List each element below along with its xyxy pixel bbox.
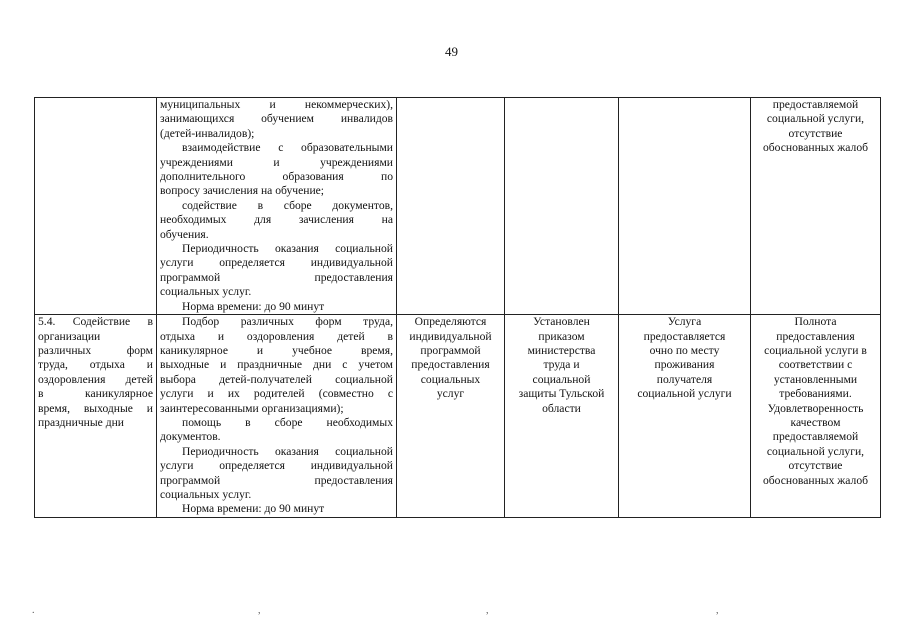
description-line: необходимых для зачисления на [160,213,393,227]
description-line: услуги определяется индивидуальной [160,256,393,270]
description-cell [157,98,397,315]
cost-line: труда и [543,358,580,372]
volume-line: программой [420,343,481,357]
description-line: документов. [160,430,221,444]
conditions-line: предоставляется [643,329,726,343]
description-line: взаимодействие с образовательными [182,141,393,155]
service-line: в каникулярное [38,387,153,401]
cost-cell [505,315,619,518]
volume-line: социальных [420,372,481,386]
description-line: дополнительного образования по [160,170,393,184]
volume-line: услуг [436,387,465,401]
description-line: выходные и праздничные дни с учетом [160,358,393,372]
cost-line: приказом [538,329,585,343]
quality-line: требованиями. [779,387,852,401]
quality-line: социальной услуги в [764,343,867,357]
service-line: 5.4. Содействие в [38,315,153,329]
cost-cell [505,98,619,315]
cost-line: социальной [532,372,591,386]
description-line: отдыха и оздоровления детей в [160,329,393,343]
quality-line: Удовлетворенность [767,401,864,415]
table-row-continued [35,98,881,315]
quality-line: обоснованных жалоб [762,473,869,487]
description-line: вопросу зачисления на обучение; [160,184,325,198]
quality-line: предоставляемой [772,430,859,444]
description-line: Подбор различных форм труда, [182,315,393,329]
conditions-line: получателя [656,372,713,386]
cost-line: области [542,401,581,415]
quality-line: отсутствие [788,126,843,140]
quality-line: установленными [773,372,858,386]
quality-line: отсутствие [788,459,843,473]
description-line: учреждениями и учреждениями [160,155,393,169]
conditions-line: социальной услуги [637,387,732,401]
description-line: Периодичность оказания социальной [182,242,393,256]
description-line: выбора детей-получателей социальной [160,372,393,386]
description-line: программой предоставления [160,270,393,284]
services-table [34,97,881,518]
volume-line: предоставления [411,358,490,372]
service-line: оздоровления детей [38,372,153,386]
quality-line: соответствии с [778,358,853,372]
service-line: различных форм [38,343,153,357]
quality-line: предоставляемой [772,98,859,111]
description-line: услуги и их родителей (совместно с [160,387,393,401]
cost-line: министерства [527,343,596,357]
description-line: Норма времени: до 90 минут [182,502,325,516]
description-line: Норма времени: до 90 минут [182,299,325,313]
quality-line: обоснованных жалоб [762,141,869,155]
quality-line: социальной услуги, [766,112,865,126]
description-line: социальных услуг. [160,487,252,501]
conditions-cell [619,315,751,518]
service-line: время, выходные и [38,401,153,415]
description-cell [157,315,397,518]
description-line: обучения. [160,227,209,241]
scan-mark: , [258,605,261,616]
description-line: муниципальных и некоммерческих), [160,98,393,111]
service-name-cell [35,98,157,315]
conditions-line: проживания [654,358,715,372]
conditions-line: Услуга [667,315,702,329]
volume-line: Определяются [414,315,487,329]
description-line: занимающихся обучением инвалидов [160,112,393,126]
description-line: помощь в сборе необходимых [182,415,393,429]
table-row-5-4 [35,315,881,518]
scan-mark: , [716,605,719,616]
description-line: содействие в сборе документов, [182,198,393,212]
quality-line: качеством [790,415,841,429]
quality-line: Полнота [794,315,837,329]
service-line: праздничные дни [38,415,125,429]
cost-line: Установлен [533,315,590,329]
conditions-line: очно по месту [649,343,720,357]
scan-mark: . [32,605,35,616]
description-line: Периодичность оказания социальной [182,444,393,458]
quality-line: предоставления [776,329,855,343]
volume-cell [397,315,505,518]
quality-cell [751,315,881,518]
page-number: 49 [445,44,458,59]
conditions-cell [619,98,751,315]
description-line: социальных услуг. [160,285,252,299]
quality-line: социальной услуги, [766,444,865,458]
description-line: заинтересованными организациями); [160,401,344,415]
volume-cell [397,98,505,315]
volume-line: индивидуальной [409,329,492,343]
description-line: услуги определяется индивидуальной [160,459,393,473]
service-line: труда, отдыха и [38,358,153,372]
quality-cell [751,98,881,315]
description-line: каникулярное и учебное время, [160,343,393,357]
service-line: организации [38,329,101,343]
cost-line: защиты Тульской [518,387,605,401]
description-line: (детей-инвалидов); [160,126,255,140]
scan-mark: , [486,605,489,616]
description-line: программой предоставления [160,473,393,487]
service-name-cell [35,315,157,518]
